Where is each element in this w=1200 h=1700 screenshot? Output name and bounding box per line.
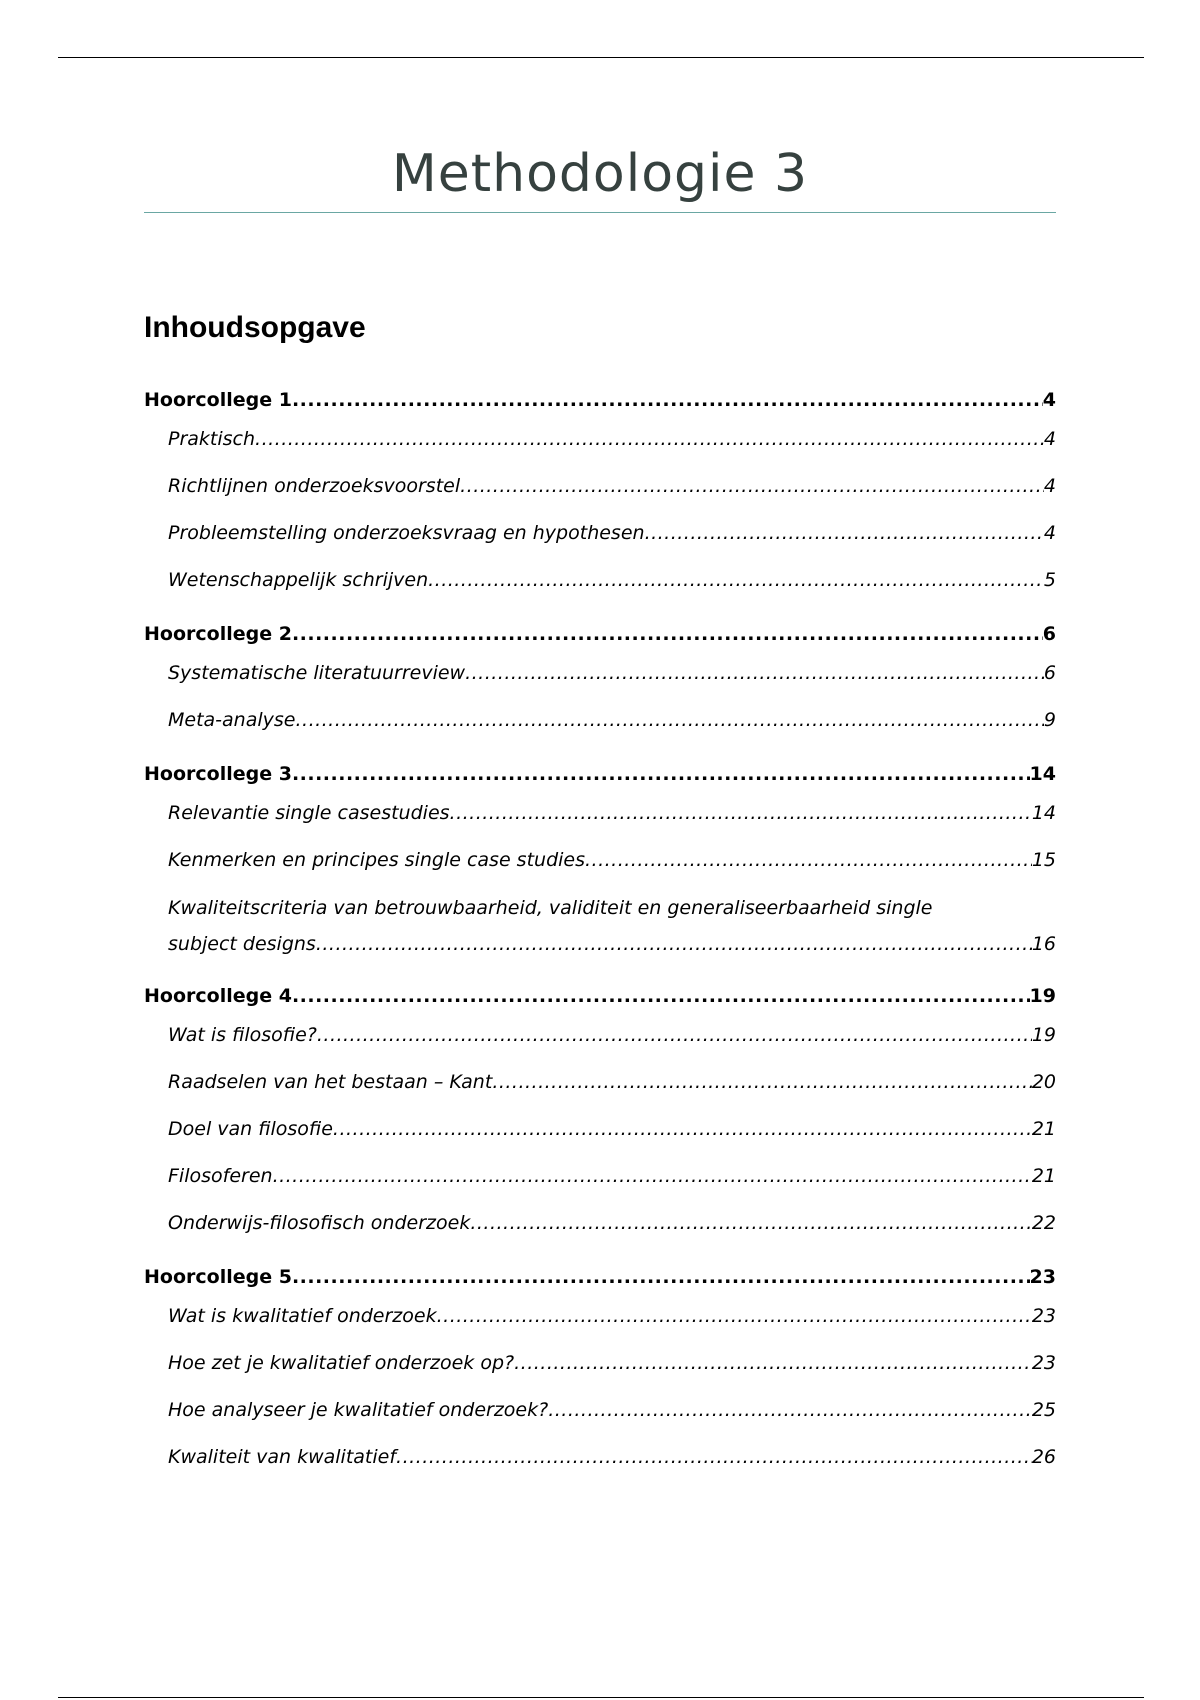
toc-page: 23 bbox=[1029, 1266, 1056, 1288]
toc-entry-kwaliteitscriteria[interactable] bbox=[144, 884, 1056, 966]
toc-label: Meta-analyse bbox=[168, 709, 296, 731]
toc-label: Raadselen van het bestaan – Kant bbox=[168, 1071, 493, 1093]
toc-label: Wat is filosofie? bbox=[168, 1024, 317, 1046]
toc-page: 4 bbox=[1042, 389, 1056, 411]
toc-page: 22 bbox=[1031, 1212, 1056, 1234]
toc-label-line1: Kwaliteitscriteria van betrouwbaarheid, validiteit en generaliseerbaarheid single bbox=[168, 897, 933, 919]
toc-entry-hoorcollege-5[interactable] bbox=[144, 1261, 1056, 1293]
toc-label: Hoorcollege 1 bbox=[144, 389, 292, 411]
toc-page: 23 bbox=[1031, 1305, 1056, 1327]
toc-entry-praktisch[interactable] bbox=[144, 416, 1056, 463]
toc-entry-doel-van-filosofie[interactable] bbox=[144, 1106, 1056, 1153]
toc-page: 19 bbox=[1031, 1024, 1056, 1046]
toc-entry-hoorcollege-3[interactable] bbox=[144, 758, 1056, 790]
toc-leader bbox=[585, 837, 1032, 884]
toc-leader bbox=[292, 1261, 1030, 1293]
toc-page: 4 bbox=[1043, 475, 1056, 497]
document-title: Methodologie 3 bbox=[391, 144, 809, 204]
toc-page: 6 bbox=[1042, 623, 1056, 645]
toc-leader bbox=[450, 790, 1032, 837]
toc-leader bbox=[292, 618, 1043, 650]
toc-page: 4 bbox=[1043, 522, 1056, 544]
toc-page: 15 bbox=[1031, 849, 1056, 871]
toc-label: Kenmerken en principes single case studies bbox=[168, 849, 585, 871]
toc-label: Wat is kwalitatief onderzoek bbox=[168, 1305, 437, 1327]
toc-label: Hoorcollege 4 bbox=[144, 985, 292, 1007]
toc-leader bbox=[548, 1387, 1032, 1434]
page-bottom-rule bbox=[58, 1697, 1144, 1698]
toc-page: 6 bbox=[1043, 662, 1056, 684]
toc-label: Hoorcollege 3 bbox=[144, 763, 292, 785]
toc-entry-hoe-zet-je-op[interactable] bbox=[144, 1340, 1056, 1387]
toc-page: 4 bbox=[1043, 428, 1056, 450]
toc-leader bbox=[292, 384, 1043, 416]
table-of-contents bbox=[144, 384, 1056, 1481]
toc-leader bbox=[492, 1059, 1032, 1106]
toc-label: Hoorcollege 5 bbox=[144, 1266, 292, 1288]
toc-entry-wetenschappelijk-schrijven[interactable] bbox=[144, 557, 1056, 604]
toc-leader bbox=[292, 758, 1030, 790]
title-underline bbox=[144, 212, 1056, 213]
toc-leader bbox=[514, 1340, 1032, 1387]
toc-leader bbox=[396, 1434, 1032, 1481]
toc-entry-raadselen-kant[interactable] bbox=[144, 1059, 1056, 1106]
toc-leader bbox=[255, 416, 1044, 463]
toc-page: 16 bbox=[1031, 933, 1056, 955]
toc-entry-filosoferen[interactable] bbox=[144, 1153, 1056, 1200]
toc-label: Hoe zet je kwalitatief onderzoek op? bbox=[168, 1352, 515, 1374]
toc-label: Systematische literatuurreview bbox=[168, 662, 466, 684]
toc-entry-probleemstelling[interactable] bbox=[144, 510, 1056, 557]
toc-label: Filosoferen bbox=[168, 1165, 273, 1187]
toc-leader bbox=[317, 1012, 1032, 1059]
toc-page: 19 bbox=[1029, 985, 1056, 1007]
toc-page: 23 bbox=[1031, 1352, 1056, 1374]
toc-leader bbox=[273, 1153, 1032, 1200]
toc-entry-kwaliteit-van-kwalitatief[interactable] bbox=[144, 1434, 1056, 1481]
toc-label: Richtlijnen onderzoeksvoorstel bbox=[168, 475, 461, 497]
toc-label: Kwaliteit van kwalitatief bbox=[168, 1446, 397, 1468]
toc-leader bbox=[428, 557, 1044, 604]
toc-label: Doel van filosofie bbox=[168, 1118, 333, 1140]
toc-entry-onderwijs-filosofisch[interactable] bbox=[144, 1200, 1056, 1247]
toc-entry-hoorcollege-4[interactable] bbox=[144, 980, 1056, 1012]
toc-leader bbox=[460, 463, 1044, 510]
toc-label: Onderwijs-filosofisch onderzoek bbox=[168, 1212, 471, 1234]
page-top-rule bbox=[58, 57, 1144, 58]
toc-label: Probleemstelling onderzoeksvraag en hypothesen bbox=[168, 522, 645, 544]
toc-page: 14 bbox=[1029, 763, 1056, 785]
toc-page: 5 bbox=[1043, 569, 1056, 591]
toc-page: 21 bbox=[1031, 1165, 1056, 1187]
toc-entry-kenmerken-principes[interactable] bbox=[144, 837, 1056, 884]
toc-label-line2-row bbox=[168, 926, 1056, 962]
toc-entry-relevantie-single-casestudies[interactable] bbox=[144, 790, 1056, 837]
toc-label: Praktisch bbox=[168, 428, 256, 450]
toc-page: 25 bbox=[1031, 1399, 1056, 1421]
toc-label-line2: subject designs bbox=[168, 933, 316, 955]
toc-entry-wat-is-kwalitatief[interactable] bbox=[144, 1293, 1056, 1340]
toc-leader bbox=[645, 510, 1044, 557]
toc-entry-richtlijnen[interactable] bbox=[144, 463, 1056, 510]
toc-entry-hoe-analyseer-je[interactable] bbox=[144, 1387, 1056, 1434]
toc-entry-hoorcollege-1[interactable] bbox=[144, 384, 1056, 416]
toc-page: 26 bbox=[1031, 1446, 1056, 1468]
toc-page: 9 bbox=[1043, 709, 1056, 731]
toc-leader bbox=[470, 1200, 1031, 1247]
toc-page: 20 bbox=[1031, 1071, 1056, 1093]
toc-entry-systematische-literatuurreview[interactable] bbox=[144, 650, 1056, 697]
toc-leader bbox=[316, 926, 1032, 962]
toc-heading: Inhoudsopgave bbox=[144, 311, 366, 344]
toc-page: 14 bbox=[1031, 802, 1056, 824]
toc-label: Wetenschappelijk schrijven bbox=[168, 569, 429, 591]
toc-entry-hoorcollege-2[interactable] bbox=[144, 618, 1056, 650]
toc-page: 21 bbox=[1031, 1118, 1056, 1140]
toc-leader bbox=[292, 980, 1030, 1012]
toc-label: Hoe analyseer je kwalitatief onderzoek? bbox=[168, 1399, 549, 1421]
toc-label: Relevantie single casestudies bbox=[168, 802, 450, 824]
toc-label: Hoorcollege 2 bbox=[144, 623, 292, 645]
toc-leader bbox=[333, 1106, 1032, 1153]
toc-entry-meta-analyse[interactable] bbox=[144, 697, 1056, 744]
toc-leader bbox=[465, 650, 1044, 697]
toc-leader bbox=[437, 1293, 1032, 1340]
toc-leader bbox=[295, 697, 1043, 744]
toc-entry-wat-is-filosofie[interactable] bbox=[144, 1012, 1056, 1059]
